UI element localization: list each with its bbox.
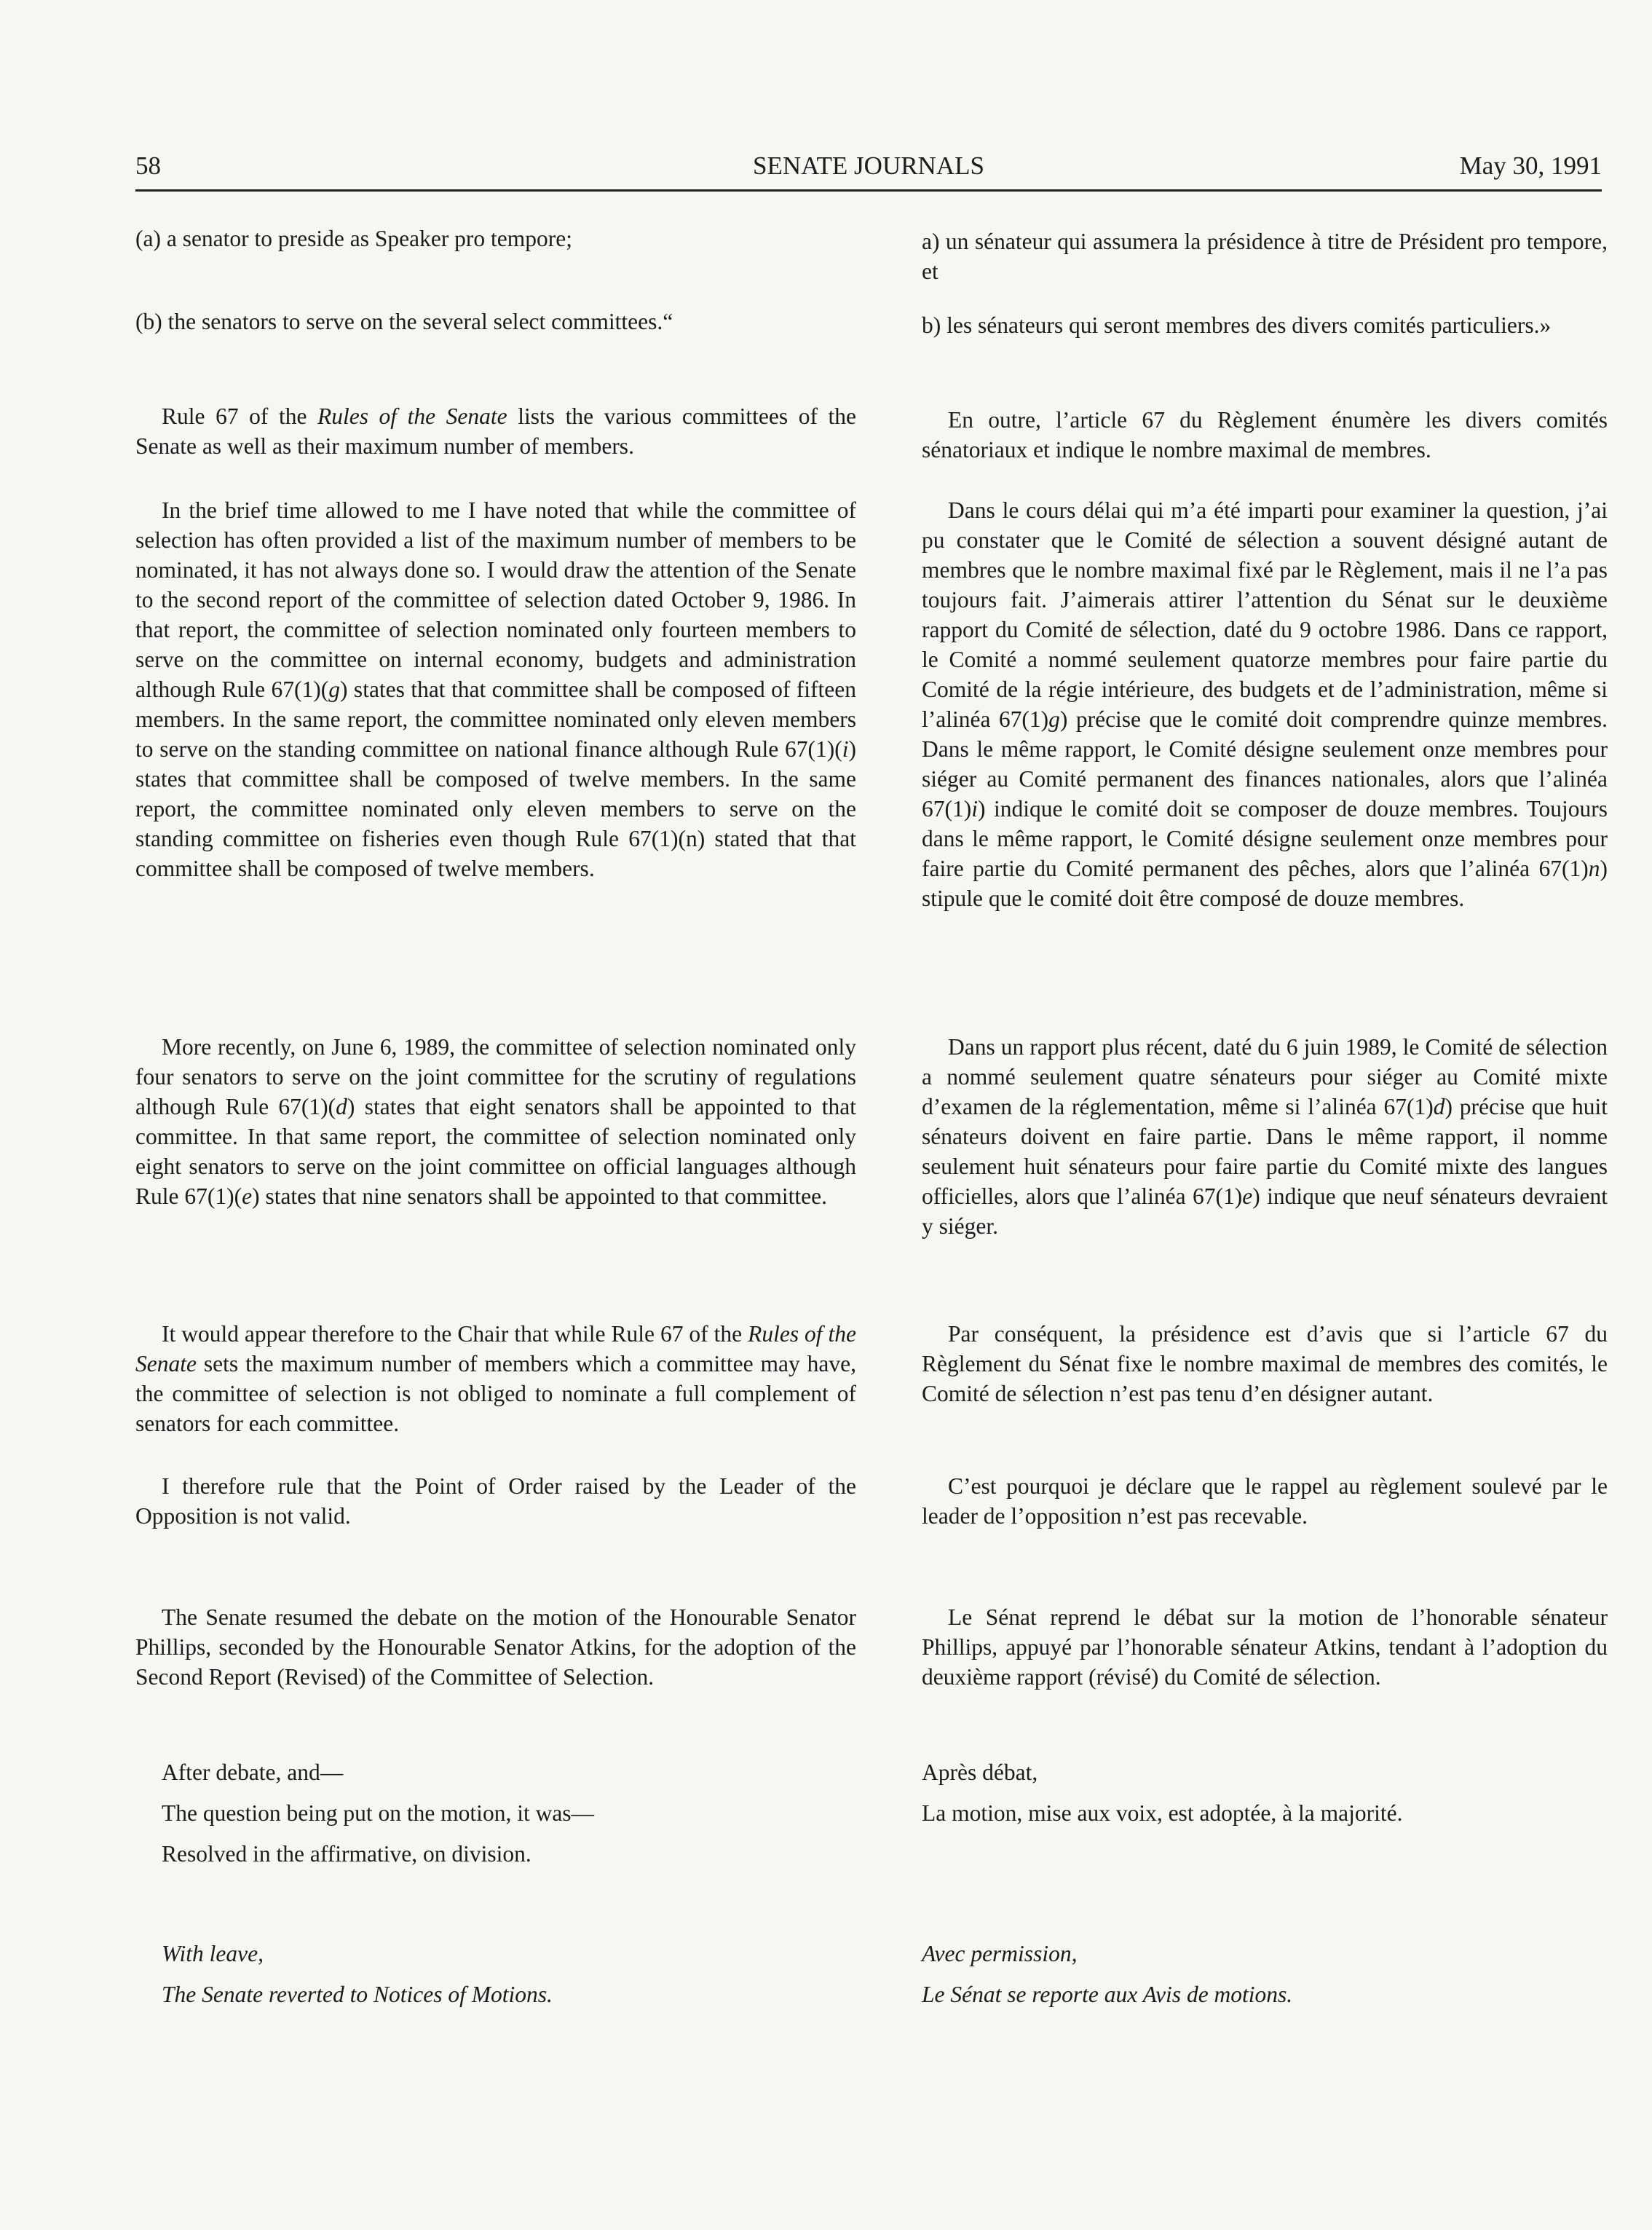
en-with-leave: With leave, (162, 1941, 264, 1966)
en-reverted: The Senate reverted to Notices of Motions. (162, 1982, 553, 2007)
fr-paragraph-chair-opinion: Par conséquent, la présidence est d’avis que si l’article 67 du Règlement du Sénat fixe le nombre maximal de membres des comités, le Comité de sélection n’est pas tenu d’en désigner autant. (922, 1321, 1608, 1406)
en-rule67-paragraph: Rule 67 of the Rules of the Senate lists the various committees of the Senate as well as their maximum number of members. (135, 403, 857, 459)
en-paragraph-chair-opinion: It would appear therefore to the Chair that while Rule 67 of the Rules of the Senate sets the maximum number of members which a committee may have, the committee of selection is not obliged to nominate a full complement of senators for each committee. (135, 1321, 856, 1436)
en-paragraph-debate: The Senate resumed the debate on the motion of the Honourable Senator Phillips, seconded by the Honourable Senator Atkins, for the adoption of the Second Report (Revised) of the Committee of Selection. (135, 1604, 856, 1690)
fr-paragraph-debate: Le Sénat reprend le débat sur la motion de l’honorable sénateur Phillips, appuyé par l’honorable sénateur Atkins, tendant à l’adoption du deuxième rapport (révisé) du Comité de sélection. (922, 1604, 1608, 1690)
fr-motion-adopted: La motion, mise aux voix, est adoptée, à la majorité. (922, 1800, 1403, 1826)
fr-paragraph-committee-1986: Dans le cours délai qui m’a été imparti pour examiner la question, j’ai pu constater que le Comité de sélection a souvent désigné autant de membres que le nombre maximal fixé par le Règlement, mais il ne l’a pas toujours fait. J’aimerais attirer l’attention du Sénat sur le deuxième rapport du Comité de sélection, daté du 9 octobre 1986. Dans ce rapport, le Comité a nommé seulement quatorze membres pour faire partie du Comité de la régie intérieure, des budgets et de l’administration, même si l’alinéa 67(1)g) précise que le comité doit comprendre quinze membres. Dans le même rapport, le Comité désigne seulement onze membres pour siéger au Comité permanent des finances nationales, alors que l’alinéa 67(1)i) indique le comité doit se composer de douze membres. Toujours dans le même rapport, le Comité désigne seulement onze membres pour faire partie du Comité permanent des pêches, alors que l’alinéa 67(1)n) stipule que le comité doit être composé de douze membres. (922, 497, 1608, 911)
en-item-b: (b) the senators to serve on the several select committees.“ (135, 309, 673, 334)
fr-reverted: Le Sénat se reporte aux Avis de motions. (922, 1982, 1293, 2007)
fr-item-b: b) les sénateurs qui seront membres des divers comités particuliers.» (922, 312, 1552, 338)
en-paragraph-committee-1989: More recently, on June 6, 1989, the committee of selection nominated only four senators to serve on the joint committee for the scrutiny of regulations although Rule 67(1)(d) states that eight senators shall be appointed to that committee. In that same report, the committee of selection nominated only eight senators to serve on the joint committee on official languages although Rule 67(1)(e) states that nine senators shall be appointed to that committee. (135, 1034, 856, 1209)
journal-date: May 30, 1991 (1459, 151, 1602, 180)
journal-title: SENATE JOURNALS (753, 151, 984, 180)
page-header (135, 149, 1602, 192)
en-resolved: Resolved in the affirmative, on division. (162, 1841, 531, 1867)
fr-paragraph-committee-1989: Dans un rapport plus récent, daté du 6 juin 1989, le Comité de sélection a nommé seulement quatre sénateurs pour siéger au Comité mixte d’examen de la réglementation, même si l’alinéa 67(1)d) précise que huit sénateurs doivent en faire partie. Dans le même rapport, il nomme seulement huit sénateurs pour faire partie du Comité mixte des langues officielles, alors que l’alinéa 67(1)e) indique que neuf sénateurs devraient y siéger. (922, 1034, 1608, 1239)
en-question-put: The question being put on the motion, it was— (162, 1800, 595, 1826)
page-number: 58 (135, 151, 161, 180)
en-after-debate: After debate, and— (162, 1760, 344, 1785)
fr-after-debate: Après débat, (922, 1760, 1038, 1785)
fr-item-a: a) un sénateur qui assumera la présidence à titre de Président pro tempore, et (922, 229, 1608, 284)
en-paragraph-committee-1986: In the brief time allowed to me I have noted that while the committee of selection has often provided a list of the maximum number of members to be nominated, it has not always done so. I would draw the attention of the Senate to the second report of the committee of selection dated October 9, 1986. In that report, the committee of selection nominated only fourteen members to serve on the committee on internal economy, budgets and administration although Rule 67(1)(g) states that that committee shall be composed of fifteen members. In the same report, the committee nominated only eleven members to serve on the standing committee on national finance although Rule 67(1)(i) states that committee shall be composed of twelve members. In the same report, the committee nominated only eleven members to serve on the standing committee on fisheries even though Rule 67(1)(n) stated that that committee shall be composed of twelve members. (135, 497, 857, 881)
fr-rule67-paragraph: En outre, l’article 67 du Règlement énumère les divers comités sénatoriaux et indique le nombre maximal de membres. (922, 407, 1608, 462)
en-rules-title: Rules of the Senate (317, 403, 507, 429)
en-paragraph-ruling: I therefore rule that the Point of Order raised by the Leader of the Opposition is not valid. (135, 1473, 856, 1529)
fr-paragraph-ruling: C’est pourquoi je déclare que le rappel au règlement soulevé par le leader de l’opposition n’est pas recevable. (922, 1473, 1608, 1529)
en-item-a: (a) a senator to preside as Speaker pro tempore; (135, 226, 573, 251)
fr-with-leave: Avec permission, (922, 1941, 1078, 1966)
